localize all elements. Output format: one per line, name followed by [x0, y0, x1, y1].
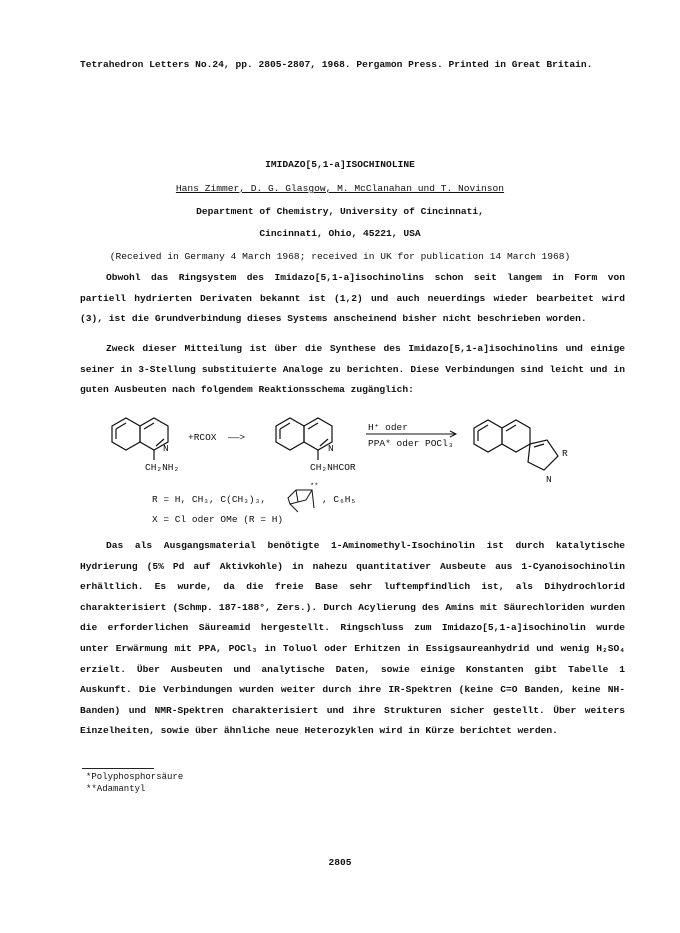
intro-paragraph [80, 268, 625, 330]
paper-title: IMIDAZO[5,1-a]ISOCHINOLINE [265, 159, 415, 170]
scheme-n2: N [328, 443, 334, 454]
reaction-scheme [100, 404, 600, 534]
aim-paragraph [80, 339, 625, 401]
paragraph-1: Obwohl das Ringsystem des Imidazo[5,1-a]isochinolins schon seit langem in Form von partiell hydrierten Derivaten bekannt ist (1,2) und auch neuerdings wieder bearbeitet wird (3), ist die Grundverbindung dieses Systems anscheinend bisher nicht beschrieben worden. [80, 272, 625, 325]
scheme-sub-amide: CH₂NHCOR [310, 462, 356, 473]
scheme-n3: N [546, 474, 552, 485]
page-number: 2805 [328, 857, 352, 868]
isoquinoline-structure-1 [112, 418, 168, 460]
scheme-arrow-1: ——> [228, 432, 246, 443]
footnote-rule [82, 768, 154, 769]
scheme-condition-bottom: PPA* oder POCl₃ [368, 438, 454, 449]
reaction-scheme-drawing [100, 404, 600, 534]
journal-header: Tetrahedron Letters No.24, pp. 2805-2807, 1968. Pergamon Press. Printed in Great Britain. [80, 59, 593, 70]
imidazoisoquinoline-product [474, 420, 558, 470]
paragraph-3: Das als Ausgangsmaterial benötigte 1-Aminomethyl-Isochinolin ist durch katalytische Hydrierung (5% Pd auf Aktivkohle) in nahezu quantitativer Ausbeute aus 1-Cyanoisochinolin erhältlich. Es wurde, da die freie Base sehr luftempfindlich ist, als Dihydrochlorid charakterisiert (Schmp. 187-188°, Zers.). Durch Acylierung des Amins mit Säurechloriden wurden die erforderlichen Säureamid hergestellt. Ringschluss zum Imidazo[5,1-a]isochinolin wurde unter Erwärmung mit PPA, POCl₃ in Toluol oder Erhitzen in Essigsaureanhydrid und wenig H₂SO₄ erzielt. Über Ausbeuten und analytische Daten, sowie einige Konstanten gibt Tabelle 1 Auskunft. Die Verbindungen wurden weiter durch ihre IR-Spektren (keine C=O Banden, keine NH-Banden) und NMR-Spektren charakterisiert und ihre Strukturen sicher gestellt. Über weiters Einzelheiten, sowie über ähnliche neue Heterozyklen wird in Kürze berichtet werden. [80, 540, 625, 737]
isoquinoline-structure-2 [276, 418, 332, 460]
scheme-sub-amine: CH₂NH₂ [145, 462, 180, 473]
received-dates: (Received in Germany 4 March 1968; received in UK for publication 14 March 1968) [109, 251, 571, 262]
footnote-1: *Polyphosphorsäure [86, 772, 184, 782]
author-list: Hans Zimmer, D. G. Glasgow, M. McClanahan und T. Novinson [175, 183, 505, 194]
scheme-n1: N [163, 443, 169, 454]
scheme-reagent: +RCOX [188, 432, 217, 443]
scheme-r-label: R [562, 448, 568, 459]
adamantyl-icon [288, 490, 314, 512]
scheme-r-definition: R = H, CH₃, C(CH₃)₃, [152, 494, 267, 505]
affiliation-city: Cincinnati, Ohio, 45221, USA [259, 228, 421, 239]
scheme-x-definition: X = Cl oder OMe (R = H) [152, 514, 284, 525]
paragraph-2: Zweck dieser Mitteilung ist über die Synthese des Imidazo[5,1-a]isochinolins und einige seiner in 3-Stellung substituierte Analoge zu berichten. Diese Verbindungen sind leicht und in guten Ausbeuten nach folgendem Reaktionsschema zugänglich: [80, 343, 625, 396]
footnote-2: **Adamantyl [86, 784, 146, 794]
scheme-r-definition-phenyl: , C₆H₅ [322, 494, 357, 505]
affiliation-department: Department of Chemistry, University of Cincinnati, [196, 206, 484, 217]
scheme-condition-top: H⁺ oder [368, 422, 408, 433]
scheme-adamantyl-mark: ** [310, 483, 319, 491]
results-paragraph [80, 536, 625, 742]
